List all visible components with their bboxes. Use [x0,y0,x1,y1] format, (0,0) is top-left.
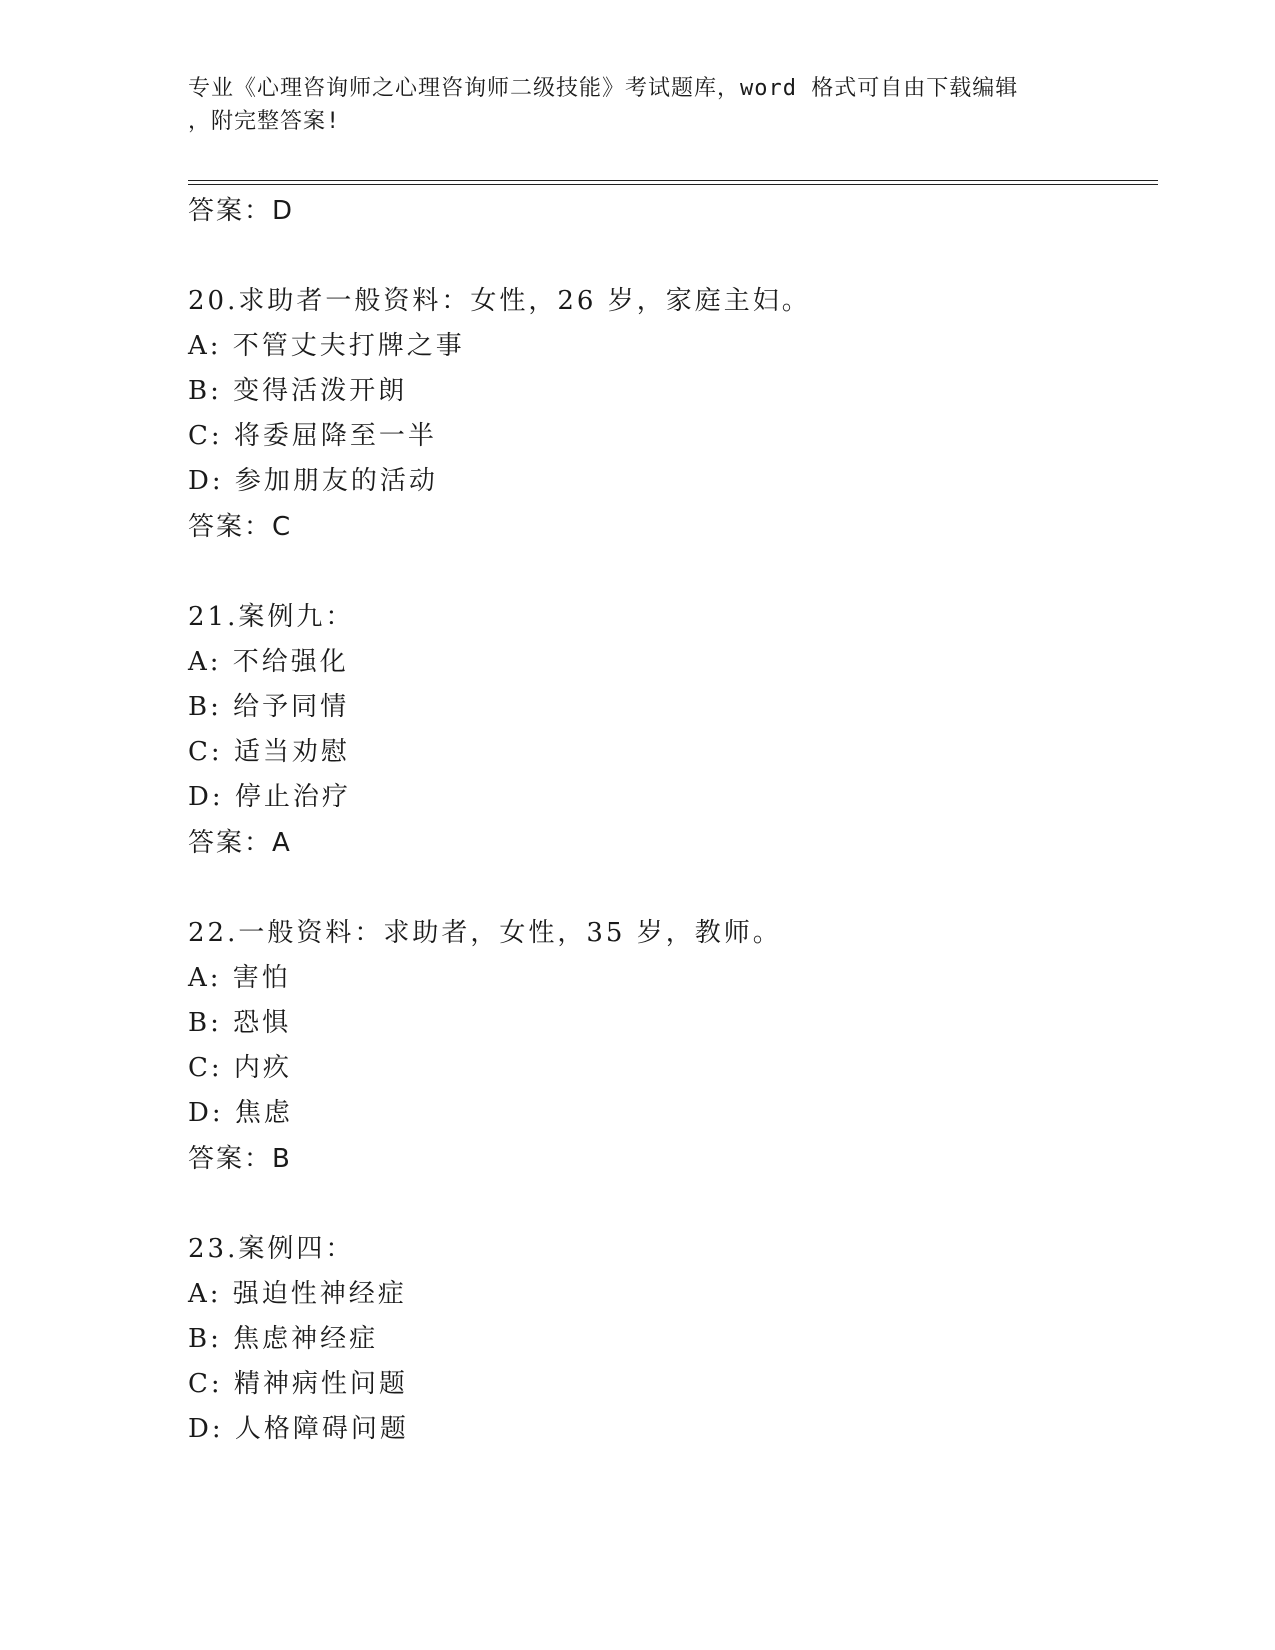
header-line-2: ，附完整答案! [188,109,341,134]
question-22-option-a: A: 害怕 [188,963,291,993]
question-20-answer: 答案：C [188,512,293,542]
question-22-option-b: B: 恐惧 [188,1008,292,1038]
question-22-option-c: C: 内疚 [188,1053,292,1083]
question-23-stem: 23.案例四： [188,1234,355,1264]
document-header [188,72,1078,138]
question-20-option-d: D: 参加朋友的活动 [188,466,438,496]
question-23-option-a: A: 强迫性神经症 [188,1279,407,1309]
header-divider-top [188,180,1158,181]
question-23-option-b: B: 焦虑神经症 [188,1324,379,1354]
question-20-stem: 20.求助者一般资料：女性，26 岁，家庭主妇。 [188,286,811,316]
question-22-stem: 22.一般资料：求助者，女性，35 岁，教师。 [188,918,782,948]
question-21-option-d: D: 停止治疗 [188,782,351,812]
header-divider-bottom [188,184,1158,185]
header-line-1: 专业《心理咨询师之心理咨询师二级技能》考试题库，word 格式可自由下载编辑 [188,76,1019,101]
answer-previous: 答案：D [188,196,295,226]
question-23-option-c: C: 精神病性问题 [188,1369,408,1399]
question-20-option-a: A: 不管丈夫打牌之事 [188,331,465,361]
question-20-option-c: C: 将委屈降至一半 [188,421,437,451]
question-21-option-c: C: 适当劝慰 [188,737,350,767]
question-21-stem: 21.案例九： [188,602,355,632]
question-21-option-b: B: 给予同情 [188,692,350,722]
question-20-option-b: B: 变得活泼开朗 [188,376,408,406]
question-22-option-d: D: 焦虑 [188,1098,293,1128]
question-21-option-a: A: 不给强化 [188,647,349,677]
question-22-answer: 答案：B [188,1144,292,1174]
question-21-answer: 答案：A [188,828,292,858]
question-23-option-d: D: 人格障碍问题 [188,1414,409,1444]
